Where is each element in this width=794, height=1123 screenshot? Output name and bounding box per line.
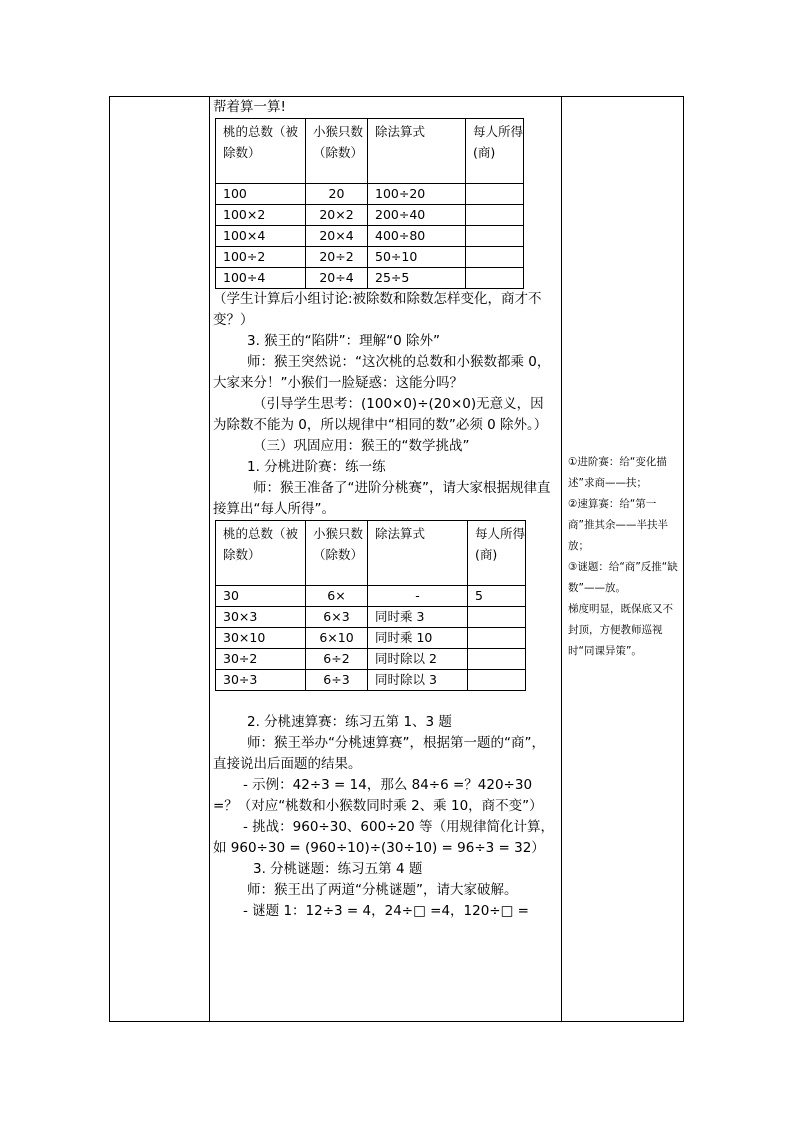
peach-table-1 bbox=[215, 118, 524, 289]
cell-divisor: 20 bbox=[306, 184, 368, 205]
cell-quotient bbox=[466, 247, 524, 268]
cell-expression: - bbox=[368, 586, 468, 607]
cell-expression: 同时乘 10 bbox=[368, 628, 468, 649]
table-header-row bbox=[216, 521, 526, 586]
note-item: ②速算赛：给“第一商”推其余——半扶半放； bbox=[568, 498, 668, 552]
cell-divisor: 6÷3 bbox=[306, 670, 368, 691]
cell-expression: 200÷40 bbox=[368, 205, 466, 226]
cell-expression: 同时除以 3 bbox=[368, 670, 468, 691]
header-expression: 除法算式 bbox=[368, 119, 466, 184]
cell-quotient bbox=[466, 268, 524, 289]
cell-expression: 400÷80 bbox=[368, 226, 466, 247]
subsection-title: 1. 分桃进阶赛：练一练 bbox=[247, 459, 386, 475]
table-row bbox=[216, 586, 526, 607]
table-row bbox=[216, 649, 526, 670]
header-divisor: 小猴只数（除数） bbox=[306, 521, 368, 586]
cell-divisor: 6× bbox=[306, 586, 368, 607]
challenge-text: - 挑战：960÷30、600÷20 等（用规律简化计算，如 960÷30 = (960÷10)÷(30÷10) = 96÷3 = 32） bbox=[213, 819, 554, 856]
intro-text: 帮着算一算! bbox=[213, 99, 286, 115]
table-row bbox=[216, 226, 524, 247]
table-row bbox=[216, 268, 524, 289]
cell-dividend: 100×2 bbox=[216, 205, 306, 226]
cell-expression: 同时除以 2 bbox=[368, 649, 468, 670]
header-dividend: 桃的总数（被除数） bbox=[216, 119, 306, 184]
teacher-text: 师：猴王举办“分桃速算赛”，根据第一题的“商”，直接说出后面题的结果。 bbox=[213, 735, 545, 772]
cell-quotient bbox=[468, 628, 526, 649]
discussion-text: （学生计算后小组讨论:被除数和除数怎样变化，商才不变？） bbox=[213, 291, 542, 328]
cell-divisor: 6×10 bbox=[306, 628, 368, 649]
cell-divisor: 20÷2 bbox=[306, 247, 368, 268]
cell-dividend: 100×4 bbox=[216, 226, 306, 247]
cell-quotient: 5 bbox=[468, 586, 526, 607]
header-quotient: 每人所得(商) bbox=[466, 119, 524, 184]
cell-divisor: 6×3 bbox=[306, 607, 368, 628]
guide-text: （引导学生思考：(100×0)÷(20×0)无意义，因为除数不能为 0，所以规律中“相同的数”必须 0 除外。） bbox=[213, 396, 548, 433]
table-row bbox=[216, 607, 526, 628]
cell-quotient bbox=[468, 649, 526, 670]
cell-dividend: 100÷2 bbox=[216, 247, 306, 268]
cell-dividend: 100÷4 bbox=[216, 268, 306, 289]
design-notes bbox=[568, 452, 680, 662]
cell-quotient bbox=[468, 607, 526, 628]
header-expression: 除法算式 bbox=[368, 521, 468, 586]
note-item: 梯度明显，既保底又不封顶，方便教师巡视时“同课异策”。 bbox=[568, 603, 673, 657]
subsection-title: 3. 分桃谜题：练习五第 4 题 bbox=[253, 861, 423, 877]
cell-quotient bbox=[468, 670, 526, 691]
cell-dividend: 30 bbox=[216, 586, 306, 607]
cell-dividend: 30÷3 bbox=[216, 670, 306, 691]
cell-expression: 50÷10 bbox=[368, 247, 466, 268]
cell-expression: 100÷20 bbox=[368, 184, 466, 205]
header-divisor: 小猴只数（除数） bbox=[306, 119, 368, 184]
cell-divisor: 20×2 bbox=[306, 205, 368, 226]
cell-divisor: 6÷2 bbox=[306, 649, 368, 670]
table-row bbox=[216, 184, 524, 205]
peach-table-2 bbox=[215, 520, 526, 691]
table-row bbox=[216, 247, 524, 268]
teacher-text: 师：猴王突然说：“这次桃的总数和小猴数都乘 0，大家来分！”小猴们一脸疑惑：这能分吗？ bbox=[213, 354, 551, 391]
puzzle-text: - 谜题 1：12÷3 = 4，24÷□ =4，120÷□ = bbox=[243, 903, 529, 919]
cell-quotient bbox=[466, 205, 524, 226]
cell-divisor: 20×4 bbox=[306, 226, 368, 247]
section-title: （三）巩固应用：猴王的“数学挑战” bbox=[253, 438, 470, 454]
cell-dividend: 30×3 bbox=[216, 607, 306, 628]
example-text: - 示例：42÷3 = 14，那么 84÷6 =？420÷30 =？（对应“桃数和小猴数同时乘 2、乘 10，商不变”） bbox=[213, 777, 543, 814]
header-dividend: 桃的总数（被除数） bbox=[216, 521, 306, 586]
table-row bbox=[216, 670, 526, 691]
column-divider-left bbox=[209, 97, 210, 1021]
note-item: ③谜题：给“商”反推“缺数”——放。 bbox=[568, 561, 678, 594]
cell-quotient bbox=[466, 226, 524, 247]
cell-dividend: 100 bbox=[216, 184, 306, 205]
note-item: ①进阶赛：给“变化描述”求商——扶； bbox=[568, 456, 667, 489]
table-row bbox=[216, 628, 526, 649]
cell-dividend: 30÷2 bbox=[216, 649, 306, 670]
header-quotient: 每人所得(商) bbox=[468, 521, 526, 586]
cell-expression: 25÷5 bbox=[368, 268, 466, 289]
cell-dividend: 30×10 bbox=[216, 628, 306, 649]
column-divider-right bbox=[561, 97, 562, 1021]
teacher-text: 师：猴王准备了“进阶分桃赛”，请大家根据规律直接算出“每人所得”。 bbox=[213, 480, 551, 517]
process-column bbox=[213, 97, 556, 922]
cell-quotient bbox=[466, 184, 524, 205]
cell-divisor: 20÷4 bbox=[306, 268, 368, 289]
teacher-text: 师：猴王出了两道“分桃谜题”，请大家破解。 bbox=[247, 882, 518, 898]
table-header-row bbox=[216, 119, 524, 184]
spacer bbox=[213, 691, 556, 712]
table-row bbox=[216, 205, 524, 226]
subsection-title: 2. 分桃速算赛：练习五第 1、3 题 bbox=[247, 714, 452, 730]
cell-expression: 同时乘 3 bbox=[368, 607, 468, 628]
section-title: 3. 猴王的“陷阱”：理解“0 除外” bbox=[247, 333, 441, 349]
